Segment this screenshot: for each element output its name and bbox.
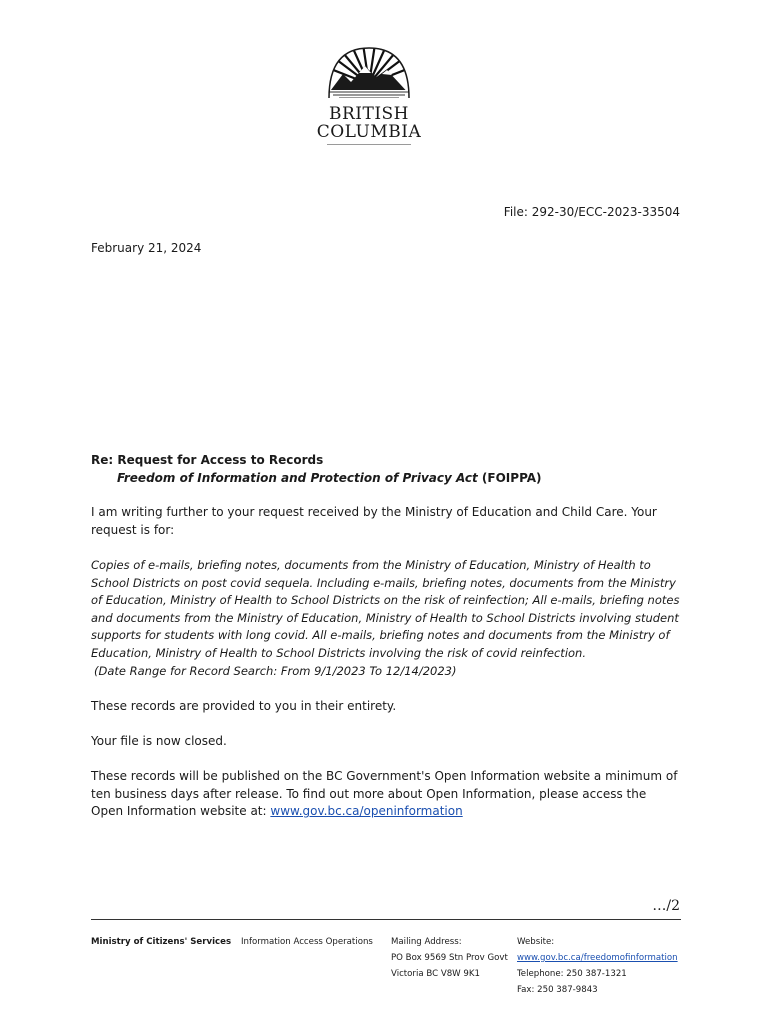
- request-text: [91, 557, 687, 680]
- footer-divider: [91, 919, 681, 920]
- subject-line: Re: Request for Access to Records: [91, 453, 324, 467]
- logo-text-columbia: COLUMBIA: [316, 122, 422, 142]
- logo-text-british: BRITISH: [328, 104, 410, 124]
- intro-paragraph: I am writing further to your request received by the Ministry of Education and Child Care. Your request is for:: [91, 505, 657, 537]
- request-description: Copies of e-mails, briefing notes, documents from the Ministry of Education, Ministry of Health to School Districts on post covid sequela. Including e-mails, briefing notes, documents from the Ministry of Education, Ministry of Health to School Districts on the risk of reinfection; All e-mails, briefing notes and documents from the Ministry of Education, Ministry of Health to School Districts involving student supports for students with long covid. All e-mails, briefing notes and documents from the Ministry of Education, Ministry of Health to School Districts involving the risk of covid reinfection.: [91, 558, 680, 660]
- act-abbreviation: (FOIPPA): [477, 471, 542, 485]
- publish-notice-text: These records will be published on the BC Government's Open Information website a minimum of ten business days after release. To find out more about Open Information, please access the Open Information website at:: [91, 769, 678, 818]
- act-reference: [117, 469, 542, 487]
- file-closed-paragraph: Your file is now closed.: [91, 734, 227, 748]
- date-range: (Date Range for Record Search: From 9/1/2023 To 12/14/2023): [94, 663, 457, 678]
- freedom-of-information-link[interactable]: www.gov.bc.ca/freedomofinformation: [517, 953, 678, 963]
- mailing-address-line1: PO Box 9569 Stn Prov Govt: [391, 953, 508, 963]
- open-information-link[interactable]: www.gov.bc.ca/openinformation: [270, 804, 463, 818]
- footer-contact: [517, 934, 678, 998]
- logo-divider: [327, 144, 411, 145]
- file-reference: File: 292-30/ECC-2023-33504: [503, 205, 680, 219]
- publish-notice-paragraph: [91, 768, 681, 821]
- footer-ministry: Ministry of Citizens' Services: [91, 937, 232, 947]
- records-provided-paragraph: These records are provided to you in their entirety.: [91, 699, 397, 713]
- footer-branch: Information Access Operations: [241, 937, 373, 947]
- footer-mailing-address: [391, 934, 508, 982]
- subject-heading: [91, 451, 542, 487]
- page-continuation-marker: …/2: [652, 898, 680, 914]
- act-title: Freedom of Information and Protection of Privacy Act: [117, 471, 478, 485]
- letter-date: February 21, 2024: [91, 241, 202, 255]
- mailing-address-line2: Victoria BC V8W 9K1: [391, 969, 480, 979]
- fax-number: Fax: 250 387-9843: [517, 985, 598, 995]
- bc-government-logo: [315, 44, 423, 146]
- website-label: Website:: [517, 937, 555, 947]
- mailing-address-label: Mailing Address:: [391, 937, 462, 947]
- telephone-number: Telephone: 250 387-1321: [517, 969, 627, 979]
- bc-mountain-sun-emblem: [315, 44, 423, 104]
